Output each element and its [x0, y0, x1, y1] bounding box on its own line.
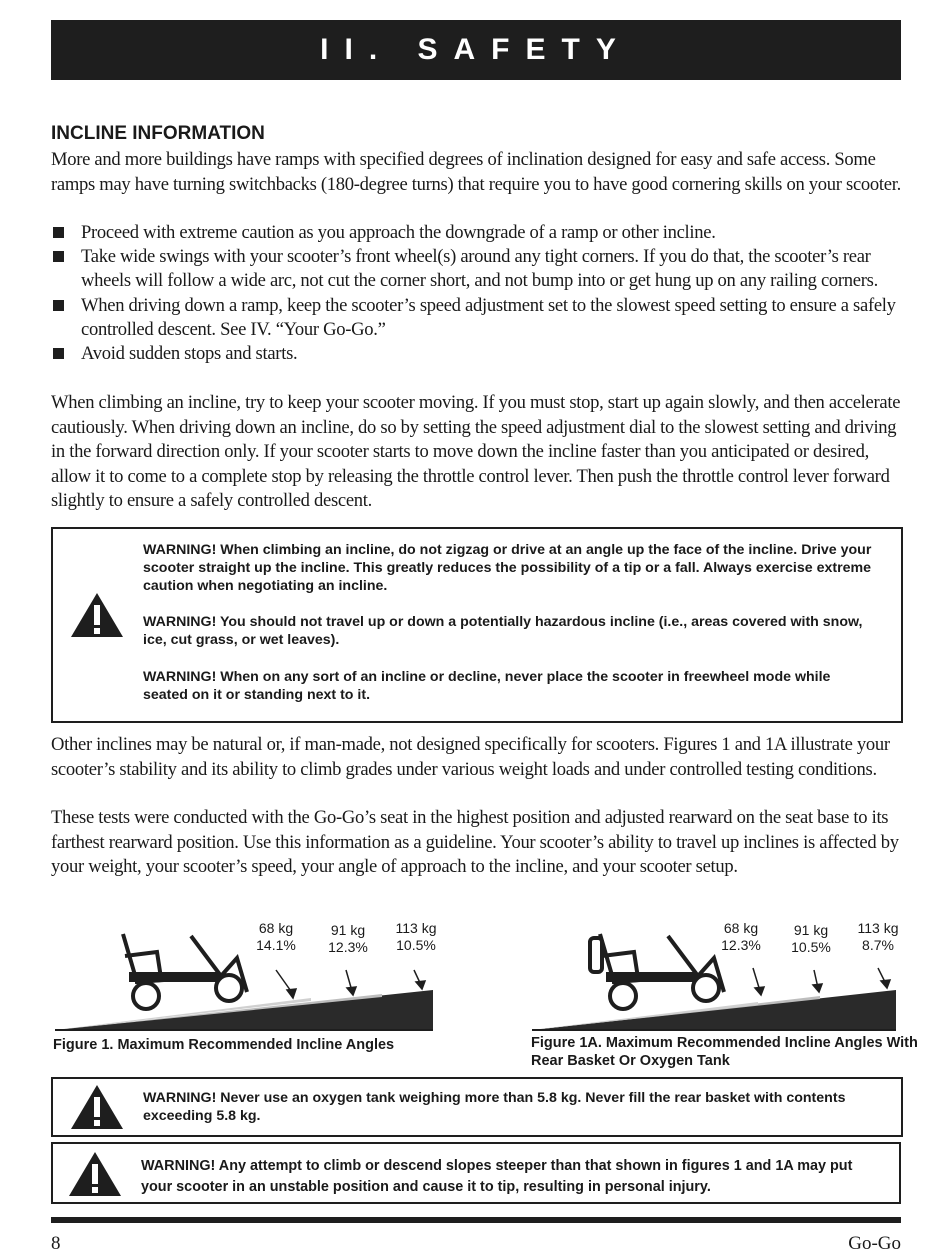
- figure-1a-caption: Figure 1A. Maximum Recommended Incline Angles With Rear Basket Or Oxygen Tank: [531, 1035, 918, 1069]
- bullet-text: When driving down a ramp, keep the scooter’s speed adjustment set to the slowest speed setting to ensure a safely controlled descent. See IV. “Your Go-Go.”: [81, 294, 896, 340]
- figure-1-incline-diagram: [51, 918, 441, 1036]
- square-bullet-icon: [53, 348, 64, 359]
- warning-hazard-text: WARNING! You should not travel up or down a potentially hazardous incline (i.e., areas covered with snow, ice, cut grass, or wet leaves).: [143, 614, 863, 648]
- warning-freewheel-text: WARNING! When on any sort of an incline or decline, never place the scooter in freewheel mode while seated on it or standing next to it.: [143, 669, 831, 703]
- square-bullet-icon: [53, 227, 64, 238]
- weight-label: 91 kg: [330, 922, 366, 938]
- fig1a-label-91kg: [779, 922, 843, 956]
- list-item: [51, 294, 906, 342]
- incline-heading: INCLINE INFORMATION: [51, 123, 265, 144]
- warning-zigzag-text: WARNING! When climbing an incline, do not zigzag or drive at an angle up the face of the incline. Drive your scooter straight up the incline. This greatly reduces the possibility of a tip or a fall. Always exercise extreme caution when negotiating an incline.: [143, 542, 872, 594]
- section-banner: [51, 20, 901, 80]
- weight-label: 68 kg: [258, 920, 294, 936]
- bullet-text: Avoid sudden stops and starts.: [81, 343, 298, 365]
- other-inclines-paragraph: Other inclines may be natural or, if man-made, not designed specifically for scooters. Figures 1 and 1A illustrate your scooter’s stability and its ability to climb grades under various weight loads and under controlled testing conditions.: [51, 734, 890, 780]
- fig1-label-68kg: [244, 920, 308, 954]
- list-item: [51, 221, 906, 245]
- warning-oxygen-text: WARNING! Never use an oxygen tank weighing more than 5.8 kg. Never fill the rear basket with contents exceeding 5.8 kg.: [143, 1090, 846, 1124]
- grade-label: 8.7%: [862, 937, 894, 953]
- incline-bullet-list: [51, 221, 906, 366]
- climbing-paragraph: When climbing an incline, try to keep your scooter moving. If you must stop, start up again slowly, and then accelerate cautiously. When driving down an incline, do so by setting the speed adjustment dial to the slowest setting and driving in the forward direction only. If your scooter starts to move down the incline faster than you anticipated or desired, allow it to come to a complete stop by releasing the throttle control lever. Then push the throttle control lever forward slightly to ensure a safely controlled descent.: [51, 392, 901, 511]
- list-item: [51, 342, 906, 366]
- warning-slope-text: WARNING! Any attempt to climb or descend slopes steeper than that shown in figures 1 and 1A may put your scooter in an unstable position and cause it to tip, resulting in personal injury.: [141, 1158, 853, 1195]
- grade-label: 10.5%: [791, 939, 831, 955]
- grade-label: 12.3%: [328, 939, 368, 955]
- fig1a-label-113kg: [846, 920, 910, 954]
- fig1-label-113kg: [384, 920, 448, 954]
- scooter-with-oxygen-tank-icon: [590, 934, 724, 1009]
- grade-label: 10.5%: [396, 937, 436, 953]
- page-number: 8: [51, 1233, 61, 1254]
- intro-paragraph: More and more buildings have ramps with specified degrees of inclination designed for easy and safe access. Some ramps may have turning switchbacks (180-degree turns) that require you to have good cornering skills on your scooter.: [51, 149, 901, 195]
- footer-rule: [51, 1217, 901, 1223]
- bullet-text: Proceed with extreme caution as you approach the downgrade of a ramp or other incline.: [81, 222, 716, 243]
- oxygen-warning-box: [51, 1077, 903, 1137]
- fig1-label-91kg: [316, 922, 380, 956]
- incline-warning-box: [51, 527, 903, 723]
- fig1a-label-68kg: [709, 920, 773, 954]
- square-bullet-icon: [53, 251, 64, 262]
- square-bullet-icon: [53, 300, 64, 311]
- warning-triangle-icon: [67, 1150, 123, 1198]
- weight-label: 68 kg: [723, 920, 759, 936]
- warning-triangle-icon: [69, 1083, 125, 1131]
- figure-1a-incline-diagram: [528, 918, 903, 1036]
- grade-label: 12.3%: [721, 937, 761, 953]
- slope-warning-box: [51, 1142, 901, 1204]
- figure-1-caption: Figure 1. Maximum Recommended Incline Angles: [53, 1037, 395, 1053]
- weight-label: 91 kg: [793, 922, 829, 938]
- weight-label: 113 kg: [857, 920, 899, 936]
- grade-label: 14.1%: [256, 937, 296, 953]
- product-name: Go-Go: [848, 1233, 901, 1254]
- weight-label: 113 kg: [395, 920, 437, 936]
- bullet-text: Take wide swings with your scooter’s front wheel(s) around any tight corners. If you do that, the scooter’s rear wheels will follow a wide arc, not cut the corner short, and not bump into or get hung up on any railing corners.: [81, 246, 878, 292]
- section-title: II. SAFETY: [320, 33, 632, 66]
- scooter-icon: [123, 934, 247, 1009]
- warning-triangle-icon: [69, 591, 125, 639]
- tests-paragraph: These tests were conducted with the Go-Go’s seat in the highest position and adjusted rearward on the seat base to its farthest rearward position. Use this information as a guideline. Your scooter’s ability to travel up inclines is affected by your weight, your scooter’s speed, your angle of approach to the incline, and your scooter setup.: [51, 807, 899, 877]
- list-item: [51, 245, 906, 293]
